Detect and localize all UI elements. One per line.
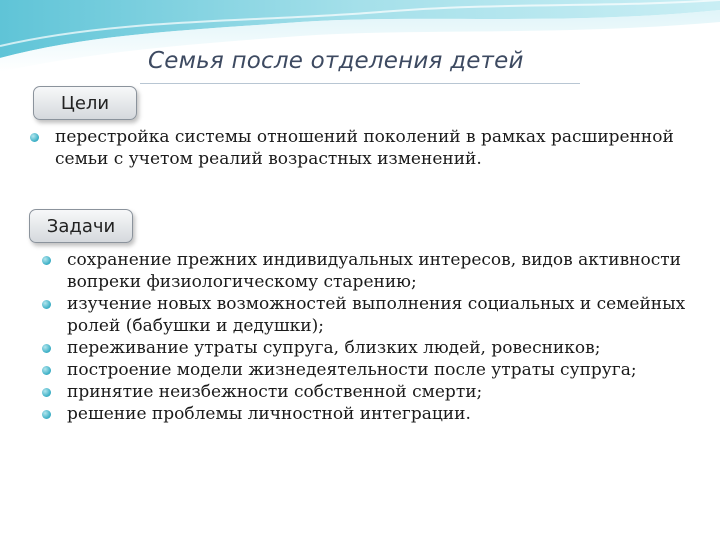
- tasks-list: [40, 249, 700, 425]
- slide-title: Семья после отделения детей: [148, 48, 524, 74]
- bullet-icon: [42, 300, 51, 309]
- tasks-item-text: изучение новых возможностей выполнения социальных и семейных ролей (бабушки и дедушки);: [67, 294, 686, 336]
- title-divider: [140, 83, 580, 84]
- bullet-icon: [42, 256, 51, 265]
- tasks-item-text: принятие неизбежности собственной смерти;: [67, 382, 483, 402]
- tasks-label: Задачи: [46, 215, 116, 237]
- tasks-list-item: [40, 293, 700, 337]
- goals-list: [30, 126, 690, 170]
- tasks-item-text: сохранение прежних индивидуальных интересов, видов активности вопреки физиологическому старению;: [67, 250, 681, 292]
- goals-item-text: перестройка системы отношений поколений в рамках расширенной семьи с учетом реалий возрастных изменений.: [55, 127, 674, 169]
- bullet-icon: [42, 366, 51, 375]
- tasks-item-text: решение проблемы личностной интеграции.: [67, 404, 471, 424]
- tasks-item-text: переживание утраты супруга, близких людей, ровесников;: [67, 338, 601, 358]
- tasks-list-item: [40, 381, 700, 403]
- tasks-list-item: [40, 337, 700, 359]
- bullet-icon: [42, 410, 51, 419]
- bullet-icon: [42, 344, 51, 353]
- tasks-list-item: [40, 403, 700, 425]
- goals-label: Цели: [60, 92, 110, 114]
- bullet-icon: [42, 388, 51, 397]
- tasks-list-item: [40, 359, 700, 381]
- goals-list-item: [30, 126, 690, 170]
- goals-label-box: [33, 86, 137, 120]
- tasks-list-item: [40, 249, 700, 293]
- tasks-item-text: построение модели жизнедеятельности после утраты супруга;: [67, 360, 637, 380]
- bullet-icon: [30, 133, 39, 142]
- tasks-label-box: [29, 209, 133, 243]
